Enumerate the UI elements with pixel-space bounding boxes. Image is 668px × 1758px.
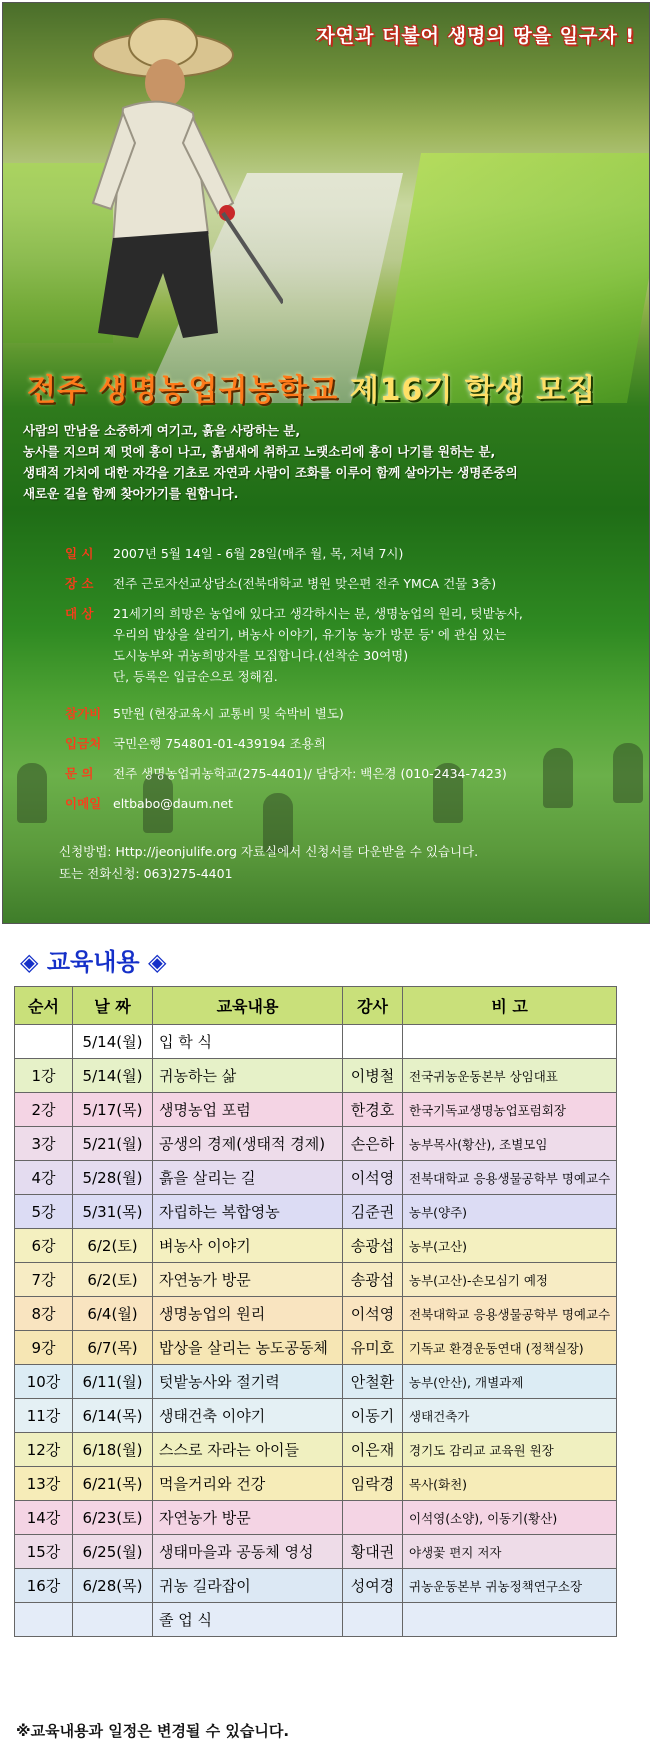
info-value: 2007년 5월 14일 - 6월 28일(매주 월, 목, 저녁 7시) bbox=[113, 546, 404, 561]
table-row bbox=[15, 1399, 617, 1433]
info-label: 일 시 bbox=[65, 546, 94, 561]
cell-topic: 벼농사 이야기 bbox=[153, 1229, 343, 1263]
cell-order: 12강 bbox=[15, 1433, 73, 1467]
section-title-text: 교육내용 bbox=[46, 948, 140, 976]
info-value: 전주 근로자선교상담소(전북대학교 병원 맞은편 전주 YMCA 건물 3층) bbox=[113, 576, 497, 591]
cell-lecturer: 임락경 bbox=[343, 1467, 403, 1501]
info-fee bbox=[65, 703, 645, 724]
table-row bbox=[15, 1093, 617, 1127]
cell-date: 6/4(월) bbox=[73, 1297, 153, 1331]
cell-note: 농부목사(황산), 조별모임 bbox=[403, 1127, 617, 1161]
cell-note: 전국귀농운동본부 상임대표 bbox=[403, 1059, 617, 1093]
poster-intro bbox=[23, 420, 643, 504]
table-row bbox=[15, 1603, 617, 1637]
table-row bbox=[15, 1195, 617, 1229]
cell-date: 6/25(월) bbox=[73, 1535, 153, 1569]
poster-title bbox=[27, 365, 596, 409]
table-row bbox=[15, 1229, 617, 1263]
cell-date: 6/2(토) bbox=[73, 1229, 153, 1263]
header-note: 비 고 bbox=[403, 987, 617, 1025]
cell-date bbox=[73, 1603, 153, 1637]
recruit-heading: 제16기 학생 모집 bbox=[349, 373, 597, 408]
cell-date: 6/2(토) bbox=[73, 1263, 153, 1297]
cell-note: 전북대학교 응용생물공학부 명예교수 bbox=[403, 1297, 617, 1331]
info-value: 국민은행 754801-01-439194 조용희 bbox=[113, 736, 326, 751]
email-link[interactable]: eltbabo@daum.net bbox=[113, 796, 233, 811]
cell-date: 5/17(목) bbox=[73, 1093, 153, 1127]
cell-order: 11강 bbox=[15, 1399, 73, 1433]
footnote: ※교육내용과 일정은 변경될 수 있습니다. bbox=[16, 1722, 290, 1740]
cell-order: 5강 bbox=[15, 1195, 73, 1229]
cell-date: 5/28(월) bbox=[73, 1161, 153, 1195]
cell-topic: 흙을 살리는 길 bbox=[153, 1161, 343, 1195]
curriculum-table bbox=[14, 986, 617, 1637]
info-value: 전주 생명농업귀농학교(275-4401)/ 담당자: 백은경 (010-2434-7423) bbox=[113, 766, 507, 781]
cell-order bbox=[15, 1025, 73, 1059]
cell-note: 농부(안산), 개별과제 bbox=[403, 1365, 617, 1399]
cell-lecturer: 송광섭 bbox=[343, 1263, 403, 1297]
cell-lecturer: 성여경 bbox=[343, 1569, 403, 1603]
cell-order: 3강 bbox=[15, 1127, 73, 1161]
cell-topic: 입 학 식 bbox=[153, 1025, 343, 1059]
cell-note: 경기도 감리교 교육원 원장 bbox=[403, 1433, 617, 1467]
section-title bbox=[20, 942, 166, 977]
info-bank bbox=[65, 733, 645, 754]
cell-note: 농부(고산)-손모심기 예정 bbox=[403, 1263, 617, 1297]
cell-topic: 생태마을과 공동체 영성 bbox=[153, 1535, 343, 1569]
cell-order: 4강 bbox=[15, 1161, 73, 1195]
cell-date: 6/18(월) bbox=[73, 1433, 153, 1467]
intro-line: 농사를 지으며 제 멋에 흥이 나고, 흙냄새에 취하고 노랫소리에 흥이 나기를 원하는 분, bbox=[23, 444, 496, 459]
cell-lecturer: 손은하 bbox=[343, 1127, 403, 1161]
header-lecturer: 강사 bbox=[343, 987, 403, 1025]
table-row bbox=[15, 1365, 617, 1399]
info-email bbox=[65, 793, 645, 814]
apply-method: 신청방법: Http://jeonjulife.org 자료실에서 신청서를 다운받을 수 있습니다. bbox=[59, 844, 479, 859]
cell-note: 이석영(소양), 이동기(황산) bbox=[403, 1501, 617, 1535]
cell-topic: 졸 업 식 bbox=[153, 1603, 343, 1637]
cell-date: 6/21(목) bbox=[73, 1467, 153, 1501]
school-name: 전주 생명농업귀농학교 bbox=[27, 373, 339, 408]
info-value: 도시농부와 귀농희망자를 모집합니다.(선착순 30여명) bbox=[113, 648, 409, 663]
cell-topic: 먹을거리와 건강 bbox=[153, 1467, 343, 1501]
cell-date: 6/14(목) bbox=[73, 1399, 153, 1433]
cell-lecturer: 이병철 bbox=[343, 1059, 403, 1093]
curriculum-body bbox=[15, 1025, 617, 1637]
cell-topic: 공생의 경제(생태적 경제) bbox=[153, 1127, 343, 1161]
cell-note: 한국기독교생명농업포럼회장 bbox=[403, 1093, 617, 1127]
info-label: 대 상 bbox=[65, 606, 94, 621]
cell-note: 야생꽃 편지 저자 bbox=[403, 1535, 617, 1569]
cell-lecturer: 이석영 bbox=[343, 1161, 403, 1195]
cell-topic: 텃밭농사와 절기력 bbox=[153, 1365, 343, 1399]
cell-note bbox=[403, 1025, 617, 1059]
cell-order: 10강 bbox=[15, 1365, 73, 1399]
cell-order: 6강 bbox=[15, 1229, 73, 1263]
farmer-photo bbox=[43, 13, 283, 343]
cell-order: 16강 bbox=[15, 1569, 73, 1603]
info-value: 우리의 밥상을 살리기, 벼농사 이야기, 유기농 농가 방문 등' 에 관심 있는 bbox=[113, 627, 507, 642]
table-row bbox=[15, 1025, 617, 1059]
cell-topic: 귀농하는 삶 bbox=[153, 1059, 343, 1093]
info-target bbox=[65, 603, 645, 687]
cell-note: 농부(양주) bbox=[403, 1195, 617, 1229]
cell-topic: 자립하는 복합영농 bbox=[153, 1195, 343, 1229]
cell-lecturer bbox=[343, 1603, 403, 1637]
table-header-row bbox=[15, 987, 617, 1025]
cell-lecturer: 안철환 bbox=[343, 1365, 403, 1399]
cell-lecturer: 이은재 bbox=[343, 1433, 403, 1467]
cell-order: 8강 bbox=[15, 1297, 73, 1331]
cell-lecturer: 이동기 bbox=[343, 1399, 403, 1433]
cell-date: 5/31(목) bbox=[73, 1195, 153, 1229]
header-topic: 교육내용 bbox=[153, 987, 343, 1025]
cell-topic: 스스로 자라는 아이들 bbox=[153, 1433, 343, 1467]
intro-line: 사람의 만남을 소중하게 여기고, 흙을 사랑하는 분, bbox=[23, 423, 301, 438]
student-figure bbox=[17, 763, 47, 823]
cell-lecturer: 송광섭 bbox=[343, 1229, 403, 1263]
cell-note bbox=[403, 1603, 617, 1637]
cell-topic: 밥상을 살리는 농도공동체 bbox=[153, 1331, 343, 1365]
apply-info bbox=[59, 841, 478, 885]
intro-line: 생태적 가치에 대한 자각을 기초로 자연과 사람이 조화를 이루어 함께 살아가는 생명존중의 bbox=[23, 465, 518, 480]
table-row bbox=[15, 1263, 617, 1297]
cell-order: 13강 bbox=[15, 1467, 73, 1501]
table-row bbox=[15, 1501, 617, 1535]
cell-lecturer: 한경호 bbox=[343, 1093, 403, 1127]
cell-date: 6/7(목) bbox=[73, 1331, 153, 1365]
info-label: 이메일 bbox=[65, 796, 102, 811]
cell-order: 2강 bbox=[15, 1093, 73, 1127]
cell-note: 생태건축가 bbox=[403, 1399, 617, 1433]
info-label: 참가비 bbox=[65, 706, 102, 721]
cell-note: 기독교 환경운동연대 (정책실장) bbox=[403, 1331, 617, 1365]
cell-topic: 생태건축 이야기 bbox=[153, 1399, 343, 1433]
cell-note: 귀농운동본부 귀농정책연구소장 bbox=[403, 1569, 617, 1603]
table-row bbox=[15, 1535, 617, 1569]
cell-note: 농부(고산) bbox=[403, 1229, 617, 1263]
table-row bbox=[15, 1127, 617, 1161]
info-label: 입금처 bbox=[65, 736, 102, 751]
info-place bbox=[65, 573, 645, 594]
info-value: 5만원 (현장교육시 교통비 및 숙박비 별도) bbox=[113, 706, 344, 721]
cell-lecturer bbox=[343, 1025, 403, 1059]
cell-lecturer: 이석영 bbox=[343, 1297, 403, 1331]
info-value: 단, 등록은 입금순으로 정해짐. bbox=[113, 669, 278, 684]
table-row bbox=[15, 1467, 617, 1501]
cell-date: 6/28(목) bbox=[73, 1569, 153, 1603]
recruitment-poster bbox=[2, 2, 650, 924]
table-row bbox=[15, 1059, 617, 1093]
cell-order: 7강 bbox=[15, 1263, 73, 1297]
cell-date: 5/14(월) bbox=[73, 1059, 153, 1093]
poster-slogan: 자연과 더불어 생명의 땅을 일구자 ! bbox=[316, 25, 635, 47]
cell-note: 전북대학교 응용생물공학부 명예교수 bbox=[403, 1161, 617, 1195]
info-value: 21세기의 희망은 농업에 있다고 생각하시는 분, 생명농업의 원리, 텃밭농사, bbox=[113, 606, 523, 621]
diamond-icon: ◈ bbox=[147, 948, 167, 976]
info-contact bbox=[65, 763, 645, 784]
header-date: 날 짜 bbox=[73, 987, 153, 1025]
cell-date: 6/23(토) bbox=[73, 1501, 153, 1535]
info-label: 장 소 bbox=[65, 576, 94, 591]
cell-date: 5/14(월) bbox=[73, 1025, 153, 1059]
cell-topic: 자연농가 방문 bbox=[153, 1263, 343, 1297]
cell-note: 목사(화천) bbox=[403, 1467, 617, 1501]
table-row bbox=[15, 1297, 617, 1331]
cell-topic: 귀농 길라잡이 bbox=[153, 1569, 343, 1603]
table-row bbox=[15, 1433, 617, 1467]
cell-date: 5/21(월) bbox=[73, 1127, 153, 1161]
cell-lecturer bbox=[343, 1501, 403, 1535]
cell-order: 1강 bbox=[15, 1059, 73, 1093]
intro-line: 새로운 길을 함께 찾아가기를 원합니다. bbox=[23, 486, 239, 501]
table-row bbox=[15, 1161, 617, 1195]
cell-topic: 자연농가 방문 bbox=[153, 1501, 343, 1535]
cell-order bbox=[15, 1603, 73, 1637]
cell-lecturer: 유미호 bbox=[343, 1331, 403, 1365]
cell-topic: 생명농업 포럼 bbox=[153, 1093, 343, 1127]
info-date bbox=[65, 543, 645, 564]
info-label: 문 의 bbox=[65, 766, 94, 781]
table-row bbox=[15, 1331, 617, 1365]
cell-date: 6/11(월) bbox=[73, 1365, 153, 1399]
cell-lecturer: 김준권 bbox=[343, 1195, 403, 1229]
apply-phone: 또는 전화신청: 063)275-4401 bbox=[59, 866, 233, 881]
cell-order: 9강 bbox=[15, 1331, 73, 1365]
cell-topic: 생명농업의 원리 bbox=[153, 1297, 343, 1331]
cell-order: 15강 bbox=[15, 1535, 73, 1569]
cell-lecturer: 황대권 bbox=[343, 1535, 403, 1569]
header-order: 순서 bbox=[15, 987, 73, 1025]
diamond-icon: ◈ bbox=[20, 948, 39, 976]
table-row bbox=[15, 1569, 617, 1603]
cell-order: 14강 bbox=[15, 1501, 73, 1535]
